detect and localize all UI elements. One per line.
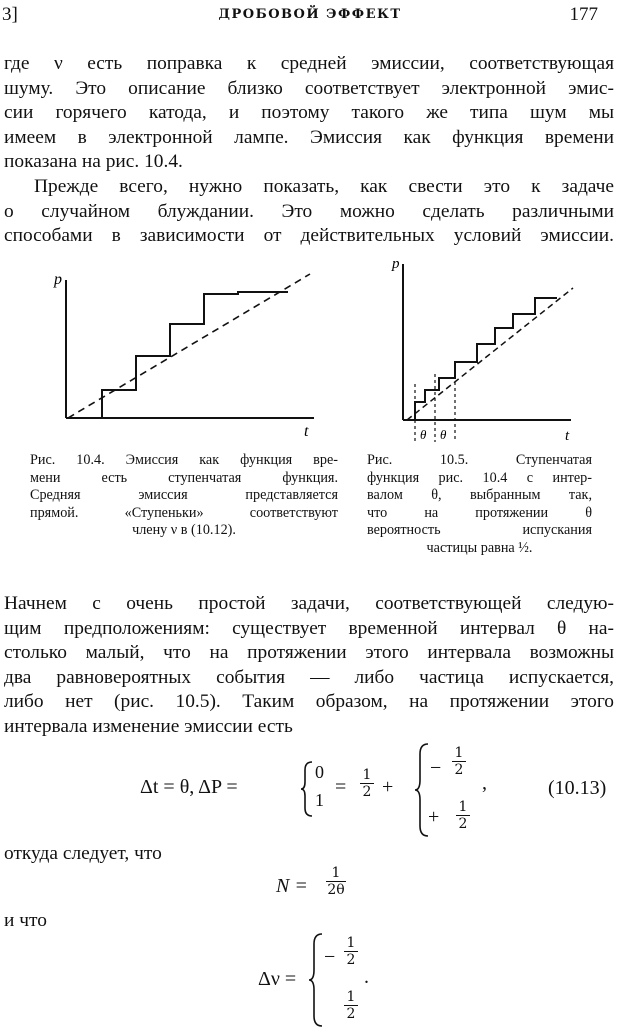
numerator: 1 <box>331 865 341 881</box>
text-line: где ν есть поправка к средней эмиссии, соответствующая <box>4 53 614 74</box>
equation-number: (10.13) <box>548 777 607 799</box>
figure-10-4 <box>40 262 360 452</box>
x-axis-label: t <box>565 428 570 444</box>
text-line: щим предположениям: существует временной интервал θ на- <box>4 617 614 639</box>
case-top: 0 <box>315 762 324 782</box>
caption-line: прямой. «Ступеньки» соответствуют <box>30 504 338 521</box>
figure-10-5 <box>385 252 585 444</box>
caption-line: что на протяжении θ <box>367 504 592 521</box>
running-title: ДРОБОВОЙ ЭФФЕКТ <box>218 7 402 22</box>
caption-line: мени есть ступенчатая функция. <box>30 469 338 486</box>
option-bottom-sign: + <box>428 806 440 828</box>
numerator: 1 <box>346 989 356 1005</box>
left-brace <box>300 760 314 818</box>
denominator: 2 <box>346 1006 356 1022</box>
text-line: сии горячего катода, и поэтому такого же типа шум мы <box>4 102 614 123</box>
figure-10-5-caption <box>367 452 592 557</box>
figure-10-4-caption <box>30 452 338 540</box>
denominator: 2 <box>346 952 356 968</box>
text-line: и что <box>4 910 47 931</box>
page-number: 177 <box>569 4 598 25</box>
x-axis-label: t <box>304 423 309 440</box>
denominator: 2 <box>454 762 464 778</box>
y-axis-label: p <box>54 271 62 288</box>
caption-line: члену ν в (10.12). <box>132 522 236 538</box>
equals-sign: = <box>335 776 347 798</box>
text-line: либо нет (рис. 10.5). Таким образом, на протяжении этого <box>4 691 614 712</box>
page-header <box>0 4 620 28</box>
step-function <box>415 298 557 420</box>
case-bottom: 1 <box>315 790 324 810</box>
text-line: имеем в электронной лампе. Эмиссия как функция времени <box>4 126 614 148</box>
caption-line: Рис. 10.5. Ступенчатая <box>367 452 592 468</box>
text-line: Начнем с очень простой задачи, соответствующей следую- <box>4 593 614 614</box>
equation-lhs: Δν = <box>258 968 297 990</box>
fraction <box>344 990 358 1021</box>
caption-line: Рис. 10.4. Эмиссия как функция вре- <box>30 452 338 468</box>
fraction <box>344 936 358 967</box>
text-line: два равновероятных события — либо частица испускается, <box>4 666 614 688</box>
text-line: шуму. Это описание близко соответствует электронной эмис- <box>4 77 614 99</box>
y-axis-label: p <box>392 256 400 272</box>
paragraph-1 <box>4 52 614 175</box>
fraction-half <box>456 800 470 831</box>
numerator: 1 <box>454 745 464 761</box>
text-line: интервала изменение эмиссии есть <box>4 715 293 737</box>
denominator: 2 <box>362 784 372 800</box>
numerator: 1 <box>362 767 372 783</box>
text-line: показана на рис. 10.4. <box>4 151 183 172</box>
option-top-sign: − <box>324 946 336 968</box>
mean-emission-line <box>68 274 310 418</box>
option-top-sign: − <box>430 757 442 779</box>
plus-sign: + <box>382 776 394 798</box>
paragraph-2 <box>4 175 614 249</box>
caption-line: частицы равна ½. <box>426 539 533 556</box>
interval-label-theta: θ <box>440 427 447 442</box>
text-line: Прежде всего, нужно показать, как свести это к задаче <box>34 176 614 197</box>
fraction <box>326 866 346 897</box>
numerator: 1 <box>458 799 468 815</box>
section-marker: 3] <box>2 4 18 25</box>
left-brace <box>308 932 324 1028</box>
comma: , <box>482 772 487 794</box>
text-line: столько малый, что на протяжении этого интервала возможны <box>4 642 614 663</box>
text-line: о случайном блуждании. Это можно сделать различными <box>4 200 614 222</box>
mean-emission-line <box>407 288 573 420</box>
period: . <box>364 966 369 988</box>
caption-line: функция рис. 10.4 с интер- <box>367 469 592 486</box>
equation-lhs: N = <box>276 875 308 897</box>
denominator: 2θ <box>327 882 345 898</box>
text-line: откуда следует, что <box>4 843 162 864</box>
text-line: способами в зависимости от действительных условий эмиссии. <box>4 225 614 246</box>
caption-line: валом θ, выбранным так, <box>367 487 592 503</box>
paragraph-3 <box>4 592 614 739</box>
numerator: 1 <box>346 935 356 951</box>
caption-line: вероятность испускания <box>367 522 592 538</box>
denominator: 2 <box>458 816 468 832</box>
interval-label-theta: θ <box>420 427 427 442</box>
caption-line: Средняя эмиссия представляется <box>30 487 338 503</box>
step-function <box>102 292 288 418</box>
equation-lhs: Δt = θ, ΔP = <box>140 776 238 798</box>
fraction-half <box>360 768 374 799</box>
fraction-half <box>452 746 466 777</box>
